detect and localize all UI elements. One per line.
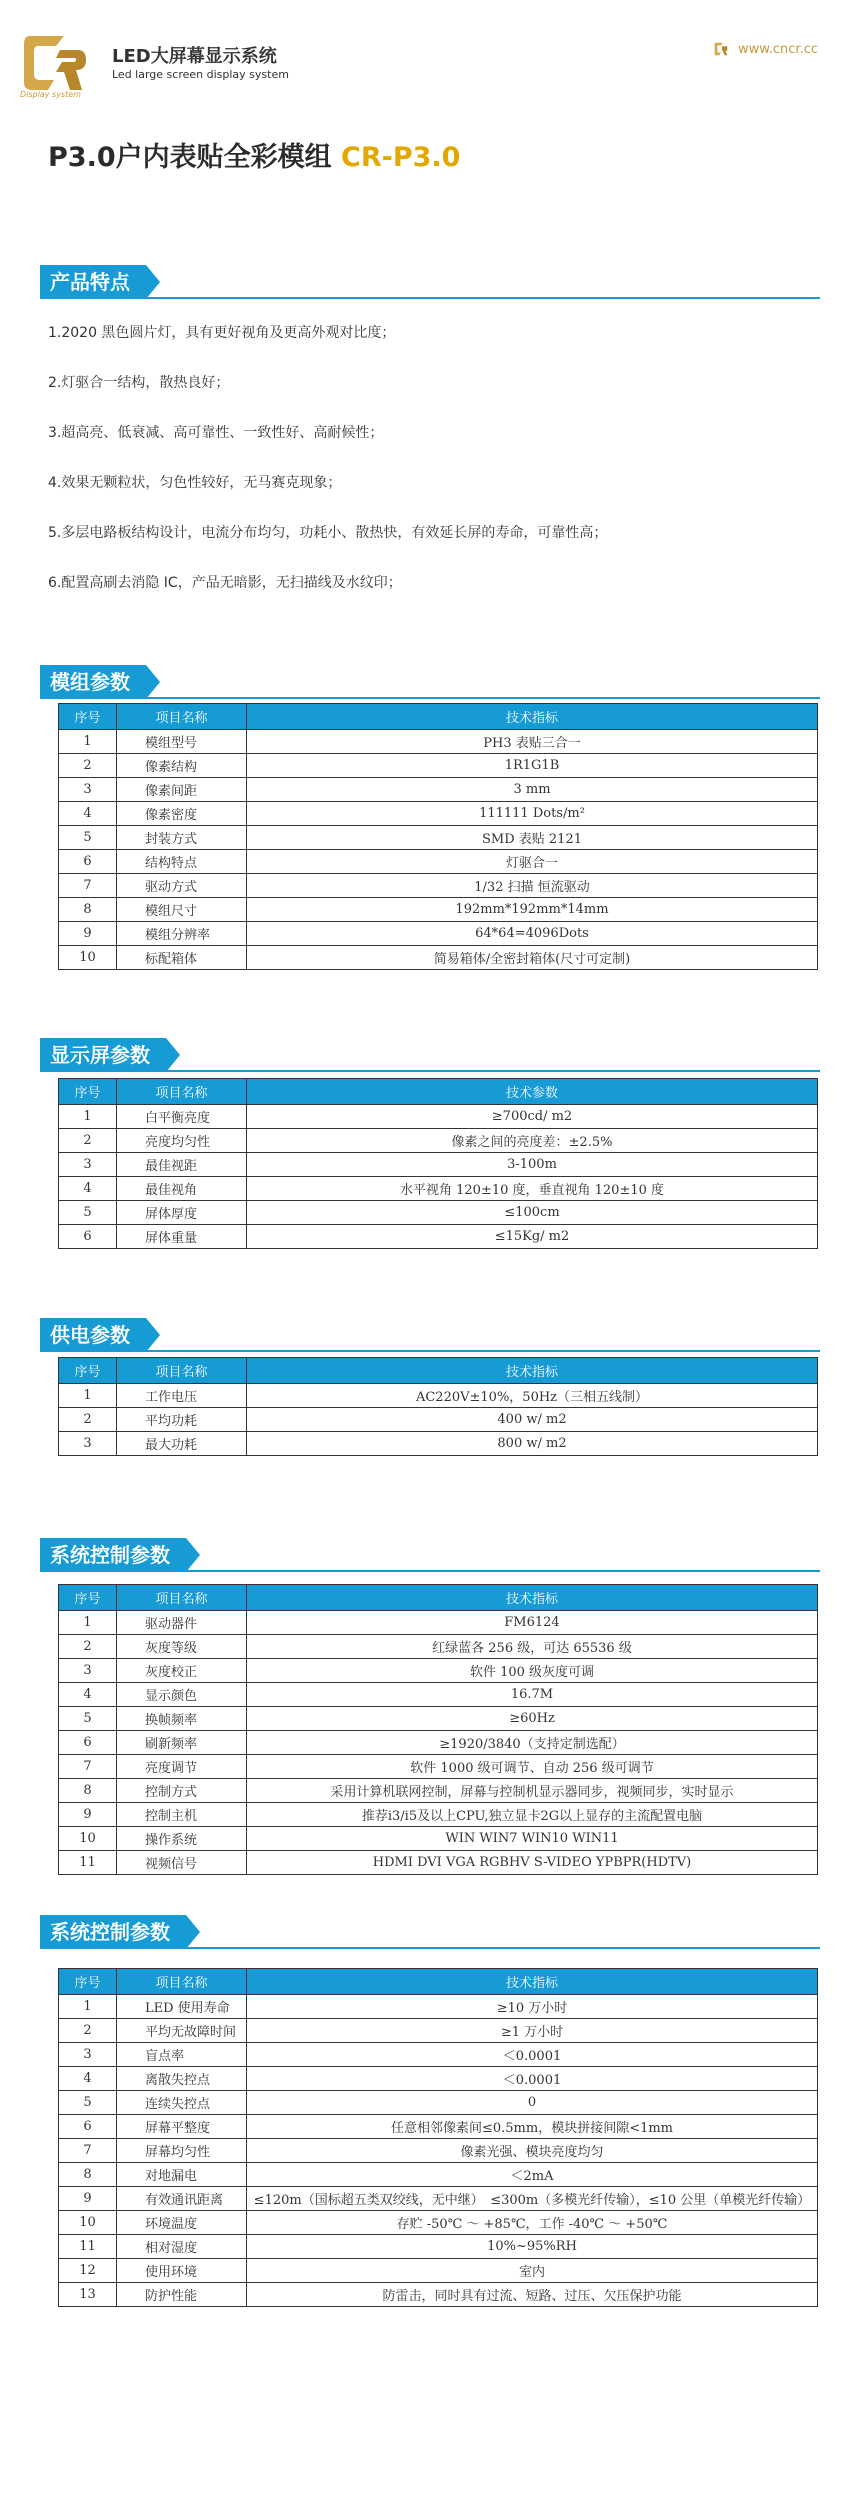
item-name-cell: 最佳视角 [117,1177,247,1201]
table-row [59,1201,818,1225]
row-index-cell: 8 [59,1779,117,1803]
row-index-cell: 10 [59,1827,117,1851]
spec-value-cell: 400 w/ m2 [247,1408,818,1432]
item-name-cell: 对地漏电 [117,2163,247,2187]
spec-value-cell: 存贮 -50℃ ～ +85℃，工作 -40℃ ～ +50℃ [247,2211,818,2235]
table-row [59,2067,818,2091]
table-row [59,2115,818,2139]
item-name-cell: 标配箱体 [117,946,247,970]
spec-value-cell: 灯驱合一 [247,850,818,874]
module-params-rule [40,697,820,699]
feature-item: 5.多层电路板结构设计，电流分布均匀，功耗小、散热快，有效延长屏的寿命，可靠性高； [48,525,608,541]
table-row [59,1995,818,2019]
item-name-cell: 显示颜色 [117,1683,247,1707]
power-params-rule [40,1350,820,1352]
table-header-row [59,1585,818,1611]
item-name-cell: 亮度均匀性 [117,1129,247,1153]
page-title [48,135,460,174]
spec-value-cell: 1/32 扫描 恒流驱动 [247,874,818,898]
table-header-row [59,1969,818,1995]
item-name-cell: 操作系统 [117,1827,247,1851]
row-index-cell: 1 [59,730,117,754]
title-main: P3.0户内表贴全彩模组 [48,142,332,173]
row-index-cell: 7 [59,874,117,898]
table-row [59,1384,818,1408]
row-index-cell: 2 [59,2019,117,2043]
item-name-cell: 像素结构 [117,754,247,778]
row-index-cell: 3 [59,1659,117,1683]
row-index-cell: 2 [59,1635,117,1659]
column-header: 序号 [59,1079,117,1105]
table-header-row [59,1079,818,1105]
spec-value-cell: AC220V±10%，50Hz（三相五线制） [247,1384,818,1408]
system-control-heading: 系统控制参数 [40,1538,186,1572]
column-header: 技术指标 [247,1969,818,1995]
spec-value-cell: 1R1G1B [247,754,818,778]
row-index-cell: 5 [59,1201,117,1225]
module-params-table [58,703,818,970]
table-row [59,1755,818,1779]
display-params-table [58,1078,818,1249]
table-row [59,1731,818,1755]
column-header: 项目名称 [117,1358,247,1384]
spec-value-cell: ≤15Kg/ m2 [247,1225,818,1249]
item-name-cell: 亮度调节 [117,1755,247,1779]
features-rule [40,297,820,299]
item-name-cell: 平均无故障时间 [117,2019,247,2043]
spec-value-cell: PH3 表贴三合一 [247,730,818,754]
table-row [59,1105,818,1129]
item-name-cell: 最大功耗 [117,1432,247,1456]
table-row [59,2187,818,2211]
spec-value-cell: 任意相邻像素间≤0.5mm，模块拼接间隙<1mm [247,2115,818,2139]
table-row [59,1225,818,1249]
item-name-cell: 驱动器件 [117,1611,247,1635]
table-row [59,2283,818,2307]
row-index-cell: 6 [59,2115,117,2139]
table-row [59,1707,818,1731]
item-name-cell: 灰度等级 [117,1635,247,1659]
features-list [48,322,828,622]
feature-item: 1.2020 黑色圆片灯，具有更好视角及更高外观对比度； [48,325,396,341]
spec-value-cell: 软件 1000 级可调节、自动 256 级可调节 [247,1755,818,1779]
spec-value-cell: SMD 表贴 2121 [247,826,818,850]
spec-value-cell: HDMI DVI VGA RGBHV S-VIDEO YPBPR(HDTV) [247,1851,818,1875]
spec-value-cell: ＜0.0001 [247,2067,818,2091]
spec-value-cell: 像素光强、模块亮度均匀 [247,2139,818,2163]
item-name-cell: 相对湿度 [117,2235,247,2259]
table-row [59,1659,818,1683]
row-index-cell: 9 [59,922,117,946]
table-row [59,1803,818,1827]
item-name-cell: 模组尺寸 [117,898,247,922]
table-row [59,1851,818,1875]
spec-value-cell: ≥60Hz [247,1707,818,1731]
item-name-cell: 控制主机 [117,1803,247,1827]
spec-value-cell: 水平视角 120±10 度，垂直视角 120±10 度 [247,1177,818,1201]
spec-value-cell: ＜2mA [247,2163,818,2187]
row-index-cell: 1 [59,1105,117,1129]
system-control-rule [40,1570,820,1572]
module-params-heading: 模组参数 [40,665,146,699]
row-index-cell: 10 [59,2211,117,2235]
item-name-cell: 屏体厚度 [117,1201,247,1225]
item-name-cell: 连续失控点 [117,2091,247,2115]
table-row [59,1611,818,1635]
column-header: 序号 [59,704,117,730]
spec-value-cell: ＜0.0001 [247,2043,818,2067]
item-name-cell: 屏幕均匀性 [117,2139,247,2163]
table-row [59,1827,818,1851]
item-name-cell: 灰度校正 [117,1659,247,1683]
item-name-cell: 最佳视距 [117,1153,247,1177]
row-index-cell: 1 [59,1611,117,1635]
spec-value-cell: 64*64=4096Dots [247,922,818,946]
spec-value-cell: 简易箱体/全密封箱体(尺寸可定制) [247,946,818,970]
table-header-row [59,704,818,730]
spec-value-cell: 红绿蓝各 256 级，可达 65536 级 [247,1635,818,1659]
item-name-cell: 换帧频率 [117,1707,247,1731]
row-index-cell: 5 [59,826,117,850]
spec-value-cell: 192mm*192mm*14mm [247,898,818,922]
row-index-cell: 3 [59,778,117,802]
row-index-cell: 9 [59,1803,117,1827]
item-name-cell: 白平衡亮度 [117,1105,247,1129]
item-name-cell: 视频信号 [117,1851,247,1875]
row-index-cell: 1 [59,1995,117,2019]
display-params-rule [40,1070,820,1072]
row-index-cell: 2 [59,1129,117,1153]
feature-item: 2.灯驱合一结构，散热良好； [48,375,230,391]
table-row [59,2235,818,2259]
row-index-cell: 4 [59,2067,117,2091]
spec-value-cell: 800 w/ m2 [247,1432,818,1456]
row-index-cell: 7 [59,2139,117,2163]
item-name-cell: LED 使用寿命 [117,1995,247,2019]
item-name-cell: 离散失控点 [117,2067,247,2091]
display-params-heading: 显示屏参数 [40,1038,166,1072]
row-index-cell: 6 [59,1225,117,1249]
item-name-cell: 使用环境 [117,2259,247,2283]
item-name-cell: 防护性能 [117,2283,247,2307]
table-row [59,946,818,970]
spec-value-cell: 防雷击，同时具有过流、短路、过压、欠压保护功能 [247,2283,818,2307]
item-name-cell: 像素间距 [117,778,247,802]
row-index-cell: 11 [59,1851,117,1875]
table-row [59,850,818,874]
item-name-cell: 刷新频率 [117,1731,247,1755]
table-row [59,730,818,754]
row-index-cell: 6 [59,850,117,874]
website-text: www.cncr.cc [738,41,818,57]
row-index-cell: 6 [59,1731,117,1755]
item-name-cell: 屏幕平整度 [117,2115,247,2139]
table-row [59,754,818,778]
column-header: 序号 [59,1358,117,1384]
table-row [59,2259,818,2283]
feature-item: 4.效果无颗粒状，匀色性较好，无马赛克现象； [48,475,342,491]
row-index-cell: 4 [59,1177,117,1201]
power-params-table [58,1357,818,1456]
row-index-cell: 8 [59,2163,117,2187]
power-params-heading: 供电参数 [40,1318,146,1352]
row-index-cell: 7 [59,1755,117,1779]
website-link[interactable] [712,40,818,58]
table-row [59,922,818,946]
table-header-row [59,1358,818,1384]
item-name-cell: 像素密度 [117,802,247,826]
spec-value-cell: ≤120m（国标超五类双绞线，无中继） ≤300m（多模光纤传输），≤10 公里（单模光纤传输） [247,2187,818,2211]
table-row [59,1432,818,1456]
row-index-cell: 3 [59,2043,117,2067]
column-header: 序号 [59,1969,117,1995]
table-row [59,874,818,898]
item-name-cell: 屏体重量 [117,1225,247,1249]
row-index-cell: 3 [59,1153,117,1177]
column-header: 项目名称 [117,1969,247,1995]
spec-value-cell: 16.7M [247,1683,818,1707]
spec-value-cell: 推荐i3/i5及以上CPU,独立显卡2G以上显存的主流配置电脑 [247,1803,818,1827]
spec-value-cell: ≥700cd/ m2 [247,1105,818,1129]
column-header: 项目名称 [117,1079,247,1105]
table-row [59,802,818,826]
item-name-cell: 结构特点 [117,850,247,874]
item-name-cell: 驱动方式 [117,874,247,898]
row-index-cell: 13 [59,2283,117,2307]
spec-value-cell: ≥1 万小时 [247,2019,818,2043]
spec-value-cell: ≥10 万小时 [247,1995,818,2019]
row-index-cell: 4 [59,802,117,826]
table-row [59,778,818,802]
logo-subtext: Display system [20,90,81,99]
table-row [59,2043,818,2067]
page-header [0,0,860,110]
row-index-cell: 12 [59,2259,117,2283]
table-row [59,2019,818,2043]
spec-value-cell: FM6124 [247,1611,818,1635]
table-row [59,898,818,922]
column-header: 技术指标 [247,1358,818,1384]
item-name-cell: 盲点率 [117,2043,247,2067]
spec-value-cell: 采用计算机联网控制，屏幕与控制机显示器同步，视频同步，实时显示 [247,1779,818,1803]
item-name-cell: 工作电压 [117,1384,247,1408]
system-control-2-heading: 系统控制参数 [40,1915,186,1949]
row-index-cell: 3 [59,1432,117,1456]
column-header: 项目名称 [117,704,247,730]
item-name-cell: 封装方式 [117,826,247,850]
table-row [59,1408,818,1432]
spec-value-cell: 室内 [247,2259,818,2283]
row-index-cell: 9 [59,2187,117,2211]
item-name-cell: 有效通讯距离 [117,2187,247,2211]
table-row [59,2163,818,2187]
cr-small-logo-icon [712,40,730,58]
table-row [59,1177,818,1201]
spec-value-cell: 软件 100 级灰度可调 [247,1659,818,1683]
spec-value-cell: 10%~95%RH [247,2235,818,2259]
table-row [59,1153,818,1177]
system-control-2-rule [40,1947,820,1949]
feature-item: 3.超高亮、低衰减、高可靠性、一致性好、高耐候性； [48,425,384,441]
column-header: 技术指标 [247,704,818,730]
row-index-cell: 5 [59,2091,117,2115]
item-name-cell: 环境温度 [117,2211,247,2235]
brand-subtitle: Led large screen display system [112,68,289,81]
row-index-cell: 1 [59,1384,117,1408]
brand-title: LED大屏幕显示系统 [112,46,277,67]
table-row [59,2211,818,2235]
spec-value-cell: 0 [247,2091,818,2115]
item-name-cell: 平均功耗 [117,1408,247,1432]
item-name-cell: 控制方式 [117,1779,247,1803]
column-header: 序号 [59,1585,117,1611]
spec-value-cell: 3-100m [247,1153,818,1177]
features-heading: 产品特点 [40,265,146,299]
title-model: CR-P3.0 [341,142,461,173]
table-row [59,1683,818,1707]
row-index-cell: 2 [59,1408,117,1432]
table-row [59,1129,818,1153]
spec-value-cell: WIN WIN7 WIN10 WIN11 [247,1827,818,1851]
spec-value-cell: 111111 Dots/m² [247,802,818,826]
table-row [59,1779,818,1803]
cr-logo-icon [20,28,90,98]
column-header: 技术参数 [247,1079,818,1105]
spec-value-cell: ≤100cm [247,1201,818,1225]
table-row [59,2139,818,2163]
column-header: 项目名称 [117,1585,247,1611]
spec-value-cell: 3 mm [247,778,818,802]
system-control-2-table [58,1968,818,2307]
spec-value-cell: 像素之间的亮度差：±2.5% [247,1129,818,1153]
row-index-cell: 10 [59,946,117,970]
item-name-cell: 模组分辨率 [117,922,247,946]
table-row [59,1635,818,1659]
table-row [59,2091,818,2115]
feature-item: 6.配置高刷去消隐 IC，产品无暗影，无扫描线及水纹印； [48,575,402,591]
row-index-cell: 11 [59,2235,117,2259]
row-index-cell: 5 [59,1707,117,1731]
row-index-cell: 2 [59,754,117,778]
row-index-cell: 4 [59,1683,117,1707]
item-name-cell: 模组型号 [117,730,247,754]
row-index-cell: 8 [59,898,117,922]
column-header: 技术指标 [247,1585,818,1611]
system-control-table [58,1584,818,1875]
table-row [59,826,818,850]
spec-value-cell: ≥1920/3840（支持定制选配） [247,1731,818,1755]
